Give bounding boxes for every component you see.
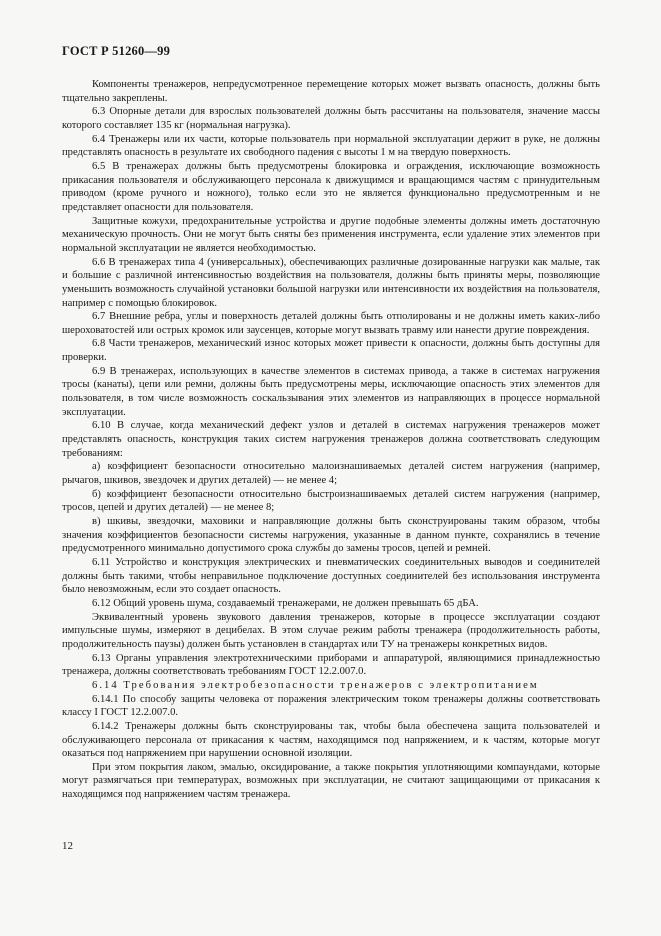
paragraph: 6.10 В случае, когда механический дефект узлов и деталей в системах нагружения тренажеров может представлять опасность, конструкция таких систем нагружения тренажеров должна соответствовать следующим требованиям: [62, 420, 600, 459]
paragraph: 6.13 Органы управления электротехническими приборами и аппаратурой, являющимися принадлежностью тренажера, должны соответствовать требованиям ГОСТ 12.2.007.0. [62, 652, 600, 678]
section-heading: 6.14 Требования электробезопасности тренажеров с электропитанием [92, 679, 539, 691]
paragraph: 6.14.2 Тренажеры должны быть сконструированы так, чтобы была обеспечена защита пользователей и обслуживающего персонала от прикасания к частям, находящимся под напряжением, и к частям, которые могут оказаться под напряжением при нарушении основной изоляции. [62, 720, 600, 760]
paragraph: 6.7 Внешние ребра, углы и поверхность деталей должны быть отполированы и не должны иметь каких-либо шероховатостей или острых кромок или заусенцев, которые могут вызвать травму или нанести другие повреждения. [62, 311, 600, 336]
list-item: а) коэффициент безопасности относительно малоизнашиваемых деталей систем нагружения (например, рычагов, шкивов, звездочек и других деталей) — не менее 4; [62, 461, 600, 487]
paragraph: 6.12 Общий уровень шума, создаваемый тренажерами, не должен превышать 65 дБА. [92, 597, 479, 609]
paragraph: Защитные кожухи, предохранительные устройства и другие подобные элементы должны иметь достаточную механическую прочность. Они не могут быть сняты без применения инструмента, если удаление этих элементов при нормальной эксплуатации не является необходимостью. [62, 215, 600, 254]
page-number: 12 [62, 840, 73, 852]
paragraph: 6.6 В тренажерах типа 4 (универсальных), обеспечивающих различные дозированные нагрузки как малые, так и большие с различной интенсивностью воздействия на пользователя, должны быть приняты меры, позволяющие уменьшить возможность случайной установки большой нагрузки или интенсивности их воздействия на пользователя, например с помощью блокировок. [62, 256, 600, 309]
paragraph: 6.3 Опорные детали для взрослых пользователей должны быть рассчитаны на пользователя, значение массы которого составляет 135 кг (нормальная нагрузка). [62, 106, 600, 131]
paragraph: 6.8 Части тренажеров, механический износ которых может привести к опасности, должны быть доступны для проверки. [62, 338, 600, 364]
document-header: ГОСТ Р 51260—99 [62, 44, 171, 58]
paragraph: Компоненты тренажеров, непредусмотренное перемещение которых может вызвать опасность, должны быть тщательно закреплены. [62, 79, 600, 104]
paragraph: 6.4 Тренажеры или их части, которые пользователь при нормальной эксплуатации держит в руке, не должны представлять опасность в результате их свободного падения с высоты 1 м на твердую поверхность. [62, 133, 600, 159]
paragraph: 6.14.1 По способу защиты человека от поражения электрическим током тренажеры должны соответствовать классу I ГОСТ 12.2.007.0. [62, 693, 600, 719]
paragraph: При этом покрытия лаком, эмалью, оксидирование, а также покрытия уплотняющими компаундами, которые могут размягчаться при температурах, возможных при эксплуатации, не считают защищающими от прикасания к находящимся под напряжением частям тренажера. [62, 761, 600, 801]
document-body [62, 78, 600, 802]
paragraph: 6.5 В тренажерах должны быть предусмотрены блокировка и ограждения, исключающие возможность прикасания пользователя и обслуживающего персонала к движущимся и вращающимся частям с принудительным приводом (кроме ручного и ножного), только если это не является функционально предусмотренным и не представляет опасности для пользователя. [62, 160, 600, 213]
paragraph: Эквивалентный уровень звукового давления тренажеров, которые в процессе эксплуатации создают импульсные шумы, измеряют в децибелах. В этом случае режим работы тренажера (продолжительность работы, продолжительность паузы) должен быть установлен в стандартах или ТУ на тренажеры конкретных видов. [62, 611, 600, 650]
paragraph: 6.9 В тренажерах, использующих в качестве элементов в системах привода, а также в системах нагружения тросы (канаты), цепи или ремни, должны быть предусмотрены меры, исключающие опасность этих элементов для пользователя, в том числе возможность соскальзывания этих элементов из направляющих в процессе нормальной эксплуатации. [62, 365, 600, 418]
list-item: б) коэффициент безопасности относительно быстроизнашиваемых деталей систем нагружения (например, тросов, цепей и других деталей) — не менее 8; [62, 488, 600, 514]
paragraph: 6.11 Устройство и конструкция электрических и пневматических соединительных выводов и соединителей должны быть такими, чтобы неправильное подключение доступных соединителей без использования инструмента было невозможным, если это создает опасность. [62, 556, 600, 596]
list-item: в) шкивы, звездочки, маховики и направляющие должны быть сконструированы таким образом, чтобы значения коэффициентов безопасности системы нагружения, указанные в данном пункте, сохранялись в течение предусмотренного минимально допустимого срока службы до замены тросов, цепей и ремней. [62, 516, 600, 555]
